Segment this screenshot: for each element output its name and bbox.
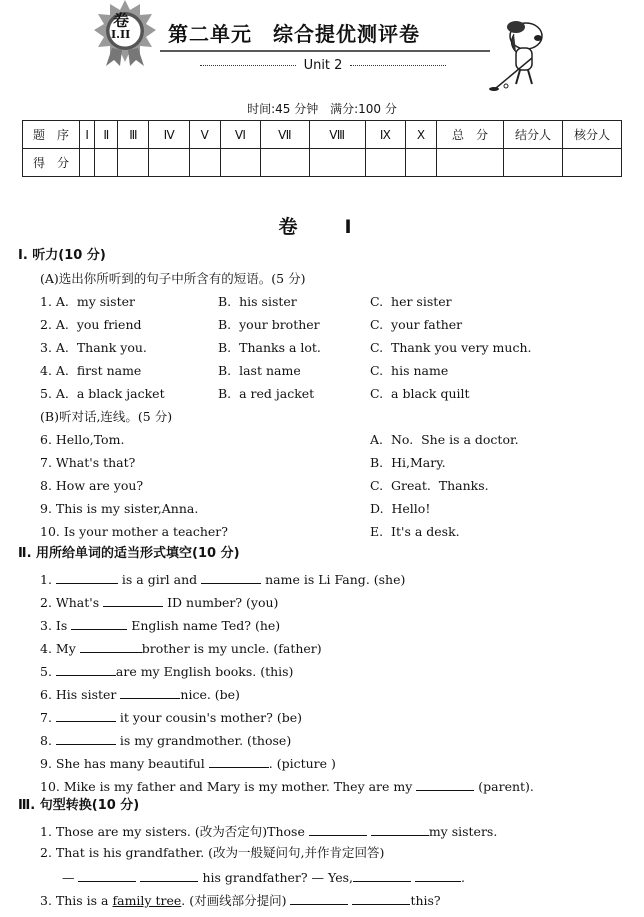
table-cell[interactable] <box>149 149 189 177</box>
question-option: B. Thanks a lot. <box>218 340 321 355</box>
q-text: is a girl and <box>117 572 202 587</box>
answer-blank[interactable] <box>56 662 116 676</box>
q-text: 4. My <box>40 641 80 656</box>
answer-blank[interactable] <box>103 593 163 607</box>
question-option: C. his name <box>370 363 449 378</box>
table-cell: Ⅲ <box>118 121 149 149</box>
question-option: C. Thank you very much. <box>370 340 532 355</box>
q-text: my sisters. <box>428 824 498 839</box>
match-left: 8. How are you? <box>40 478 144 493</box>
table-cell: Ⅰ <box>80 121 95 149</box>
section-3-heading: Ⅲ. 句型转换(10 分) <box>18 798 140 813</box>
answer-blank[interactable] <box>309 822 367 836</box>
answer-blank[interactable] <box>371 822 429 836</box>
transform-question <box>40 891 441 909</box>
fill-question <box>40 708 302 726</box>
transform-question: 2. That is his grandfather. (改为一般疑问句,并作肯定回答) <box>40 845 385 860</box>
q-text: nice. (be) <box>180 687 240 702</box>
q-text: . (picture ) <box>268 756 336 771</box>
answer-blank[interactable] <box>71 616 127 630</box>
table-cell[interactable] <box>189 149 220 177</box>
q-text: . (对画线部分提问) <box>181 893 291 908</box>
q-text: 7. <box>40 710 56 725</box>
table-cell[interactable] <box>406 149 437 177</box>
answer-blank[interactable] <box>56 731 116 745</box>
q-text: 1. <box>40 572 56 587</box>
question-option: B. your brother <box>218 317 320 332</box>
table-cell: Ⅹ <box>406 121 437 149</box>
section-2-heading: Ⅱ. 用所给单词的适当形式填空(10 分) <box>18 546 240 561</box>
question-option: B. last name <box>218 363 301 378</box>
table-cell: 总 分 <box>437 121 504 149</box>
fill-question <box>40 570 405 588</box>
q-text: 1. Those are my sisters. (改为否定句)Those <box>40 824 309 839</box>
match-left: 7. What's that? <box>40 455 136 470</box>
match-left: 10. Is your mother a teacher? <box>40 524 228 539</box>
snoopy-golfer-icon <box>486 14 556 94</box>
section-1b-heading: (B)听对话,连线。(5 分) <box>40 409 173 424</box>
table-cell[interactable] <box>95 149 118 177</box>
question-option: B. his sister <box>218 294 297 309</box>
q-text: is my grandmother. (those) <box>115 733 292 748</box>
question-option: 4. A. first name <box>40 363 142 378</box>
q-text: brother is my uncle. (father) <box>141 641 322 656</box>
score-table-header-row <box>23 121 622 149</box>
badge-subtext: I.II <box>111 28 131 41</box>
score-table <box>22 120 622 177</box>
q-text: it your cousin's mother? (be) <box>115 710 302 725</box>
table-cell[interactable] <box>437 149 504 177</box>
question-option: C. a black quilt <box>370 386 470 401</box>
match-left: 9. This is my sister,Anna. <box>40 501 199 516</box>
answer-blank[interactable] <box>416 777 474 791</box>
question-option: B. a red jacket <box>218 386 315 401</box>
answer-blank[interactable] <box>78 868 136 882</box>
fill-question <box>40 731 291 749</box>
q-text: this? <box>410 893 441 908</box>
table-cell[interactable] <box>261 149 309 177</box>
exam-meta <box>0 100 644 117</box>
question-option: C. her sister <box>370 294 452 309</box>
match-right: C. Great. Thanks. <box>370 478 489 493</box>
table-cell: Ⅱ <box>95 121 118 149</box>
q-text: 2. What's <box>40 595 104 610</box>
fill-question <box>40 662 293 680</box>
table-cell: Ⅷ <box>309 121 365 149</box>
fill-question <box>40 777 534 795</box>
q-text: . <box>460 870 465 885</box>
unit-label <box>200 58 446 73</box>
match-right: E. It's a desk. <box>370 524 460 539</box>
fill-question <box>40 593 278 611</box>
q-text: ID number? (you) <box>163 595 279 610</box>
table-cell: 题 序 <box>23 121 80 149</box>
score-table-score-row <box>23 149 622 177</box>
table-cell[interactable] <box>309 149 365 177</box>
q-text: 8. <box>40 733 56 748</box>
title-rule <box>160 48 490 54</box>
answer-blank[interactable] <box>201 570 261 584</box>
table-cell: 核分人 <box>563 121 622 149</box>
transform-question <box>40 822 497 840</box>
answer-blank[interactable] <box>120 685 180 699</box>
answer-blank[interactable] <box>209 754 269 768</box>
full-score: 满分:100 分 <box>330 102 397 116</box>
table-cell: 得 分 <box>23 149 80 177</box>
badge-text: 卷 <box>113 11 130 30</box>
match-left: 6. Hello,Tom. <box>40 432 125 447</box>
page-title: 第二单元 综合提优测评卷 <box>168 22 420 46</box>
match-right: D. Hello! <box>370 501 431 516</box>
table-cell[interactable] <box>220 149 260 177</box>
q-text: 3. This is a <box>40 893 113 908</box>
question-option: 2. A. you friend <box>40 317 142 332</box>
question-option: 1. A. my sister <box>40 294 135 309</box>
part-title: 卷 I <box>278 216 366 238</box>
table-cell[interactable] <box>504 149 563 177</box>
answer-blank[interactable] <box>353 868 411 882</box>
q-text: 5. <box>40 664 56 679</box>
section-1-heading: Ⅰ. 听力(10 分) <box>18 248 106 263</box>
answer-blank[interactable] <box>140 868 198 882</box>
question-option: C. your father <box>370 317 463 332</box>
question-option: 5. A. a black jacket <box>40 386 165 401</box>
table-cell: Ⅳ <box>149 121 189 149</box>
fill-question <box>40 639 322 657</box>
answer-blank[interactable] <box>352 891 410 905</box>
table-cell: Ⅵ <box>220 121 260 149</box>
answer-blank[interactable] <box>56 570 118 584</box>
table-cell: Ⅶ <box>261 121 309 149</box>
fill-question <box>40 685 240 703</box>
section-1a-heading: (A)选出你所听到的句子中所含有的短语。(5 分) <box>40 271 306 286</box>
q-text: English name Ted? (he) <box>127 618 281 633</box>
underlined-phrase: family tree <box>112 893 182 908</box>
q-text: his grandfather? — Yes, <box>198 870 353 885</box>
time-limit: 时间:45 分钟 <box>247 102 319 116</box>
table-cell[interactable] <box>365 149 405 177</box>
table-cell: Ⅴ <box>189 121 220 149</box>
table-cell[interactable] <box>563 149 622 177</box>
unit-text: Unit 2 <box>303 58 343 73</box>
fill-question <box>40 754 336 772</box>
transform-answer <box>62 868 465 886</box>
table-cell[interactable] <box>80 149 95 177</box>
fill-question <box>40 616 280 634</box>
match-right: A. No. She is a doctor. <box>370 432 519 447</box>
q-text: are my English books. (this) <box>115 664 294 679</box>
q-text: 6. His sister <box>40 687 121 702</box>
q-text: name is Li Fang. (she) <box>261 572 406 587</box>
q-text: — <box>62 870 79 885</box>
answer-blank[interactable] <box>80 639 142 653</box>
answer-blank[interactable] <box>415 868 461 882</box>
table-cell: Ⅸ <box>365 121 405 149</box>
question-option: 3. A. Thank you. <box>40 340 147 355</box>
q-text: 9. She has many beautiful <box>40 756 209 771</box>
table-cell: 结分人 <box>504 121 563 149</box>
table-cell[interactable] <box>118 149 149 177</box>
match-right: B. Hi,Mary. <box>370 455 446 470</box>
header <box>0 0 644 96</box>
answer-blank[interactable] <box>56 708 116 722</box>
q-text: 3. Is <box>40 618 72 633</box>
q-text: 10. Mike is my father and Mary is my mother. They are my <box>40 779 417 794</box>
answer-blank[interactable] <box>290 891 348 905</box>
q-text: (parent). <box>474 779 534 794</box>
